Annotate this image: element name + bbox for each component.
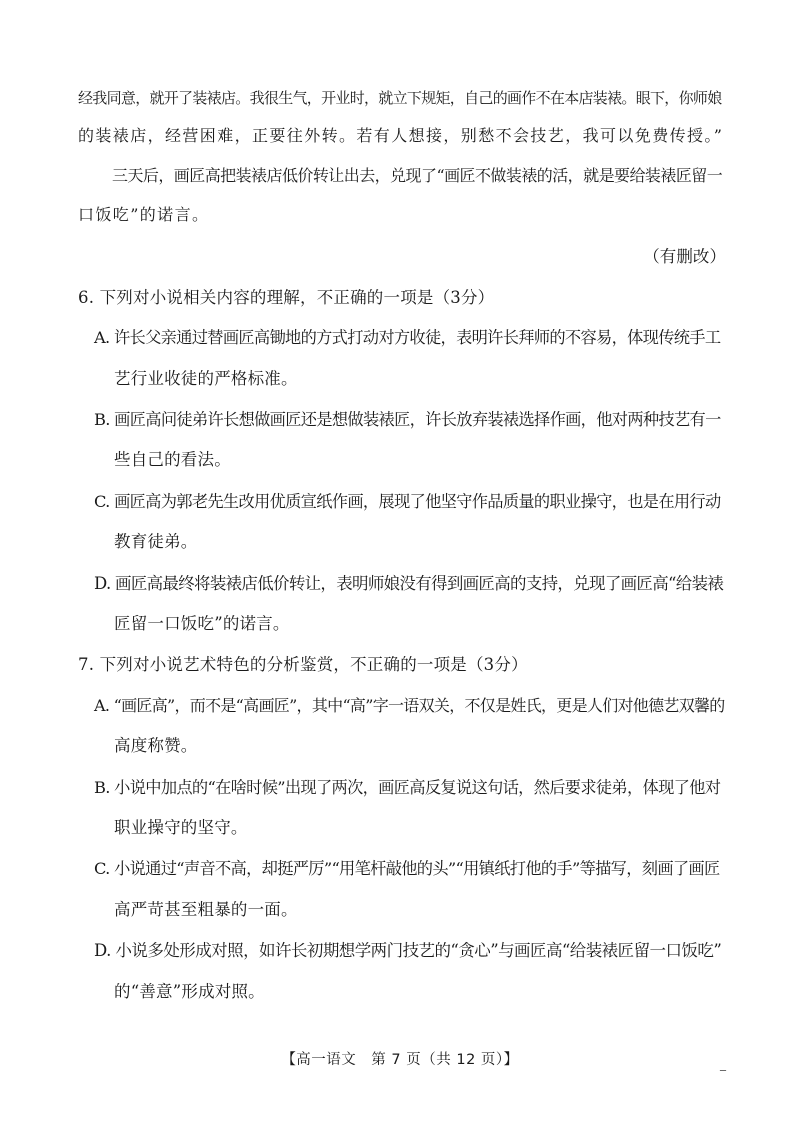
q6-option-d-line2: 匠留一口饭吃”的诺言。	[114, 614, 290, 633]
story-para1-line1: 经我同意，就开了装裱店。我很生气，开业时，就立下规矩，自己的画作不在本店装裱。眼下，你师娘	[78, 89, 722, 107]
q7-option-b-line2: 职业操守的坚守。	[114, 818, 248, 837]
q6-option-c-line1: C. 画匠高为郭老先生改用优质宣纸作画，展现了他坚守作品质量的职业操守，也是在用行动	[94, 492, 721, 511]
q6-stem: 6. 下列对小说相关内容的理解，不正确的一项是（3分）	[78, 288, 495, 307]
q7-option-a-line2: 高度称赞。	[114, 736, 198, 755]
q6-option-b-line2: 些自己的看法。	[114, 450, 231, 469]
q7-option-c-line2: 高严苛甚至粗暴的一面。	[114, 900, 298, 919]
source-note: （有删改）	[643, 247, 726, 266]
q6-option-b-line1: B. 画匠高问徒弟许长想做画匠还是想做装裱匠，许长放弃装裱选择作画，他对两种技艺有一	[94, 410, 721, 429]
q6-option-c-line2: 教育徒弟。	[114, 532, 198, 551]
q7-option-c-line1: C. 小说通过“声音不高，却挺严厉”“用笔杆敲他的头”“用镇纸打他的手”等描写，刻画了画匠	[94, 859, 720, 878]
q7-option-d-line1: D. 小说多处形成对照，如许长初期想学两门技艺的“贪心”与画匠高“给装裱匠留一口饭吃”	[94, 941, 722, 960]
q6-option-d-line1: D. 画匠高最终将装裱店低价转让，表明师娘没有得到画匠高的支持，兑现了画匠高“给装裱	[94, 574, 724, 593]
story-para1-line2: 的装裱店，经营困难，正要往外转。若有人想接，别愁不会技艺，我可以免费传授。”	[78, 126, 724, 145]
story-para2-line2: 口饭吃”的诺言。	[78, 205, 210, 224]
q7-option-d-line2: 的“善意”形成对照。	[114, 982, 265, 1001]
q7-option-b-line1: B. 小说中加点的“在啥时候”出现了两次，画匠高反复说这句话，然后要求徒弟，体现了他对	[94, 778, 721, 797]
scan-mark-icon: _	[720, 1057, 726, 1071]
story-para2-line1: 三天后，画匠高把装裱店低价转让出去，兑现了“画匠不做装裱的活，就是要给装裱匠留一	[112, 166, 723, 185]
page-footer: 【高一语文 第 7 页（共 12 页）】	[281, 1052, 519, 1068]
q6-option-a-line1: A. 许长父亲通过替画匠高锄地的方式打动对方收徒，表明许长拜师的不容易，体现传统手工	[94, 328, 721, 347]
q6-option-a-line2: 艺行业收徒的严格标准。	[114, 369, 298, 388]
q7-option-a-line1: A. “画匠高”，而不是“高画匠”，其中“高”字一语双关，不仅是姓氏，更是人们对他德艺双馨的	[94, 696, 725, 715]
q7-stem: 7. 下列对小说艺术特色的分析鉴赏，不正确的一项是（3分）	[78, 655, 528, 674]
